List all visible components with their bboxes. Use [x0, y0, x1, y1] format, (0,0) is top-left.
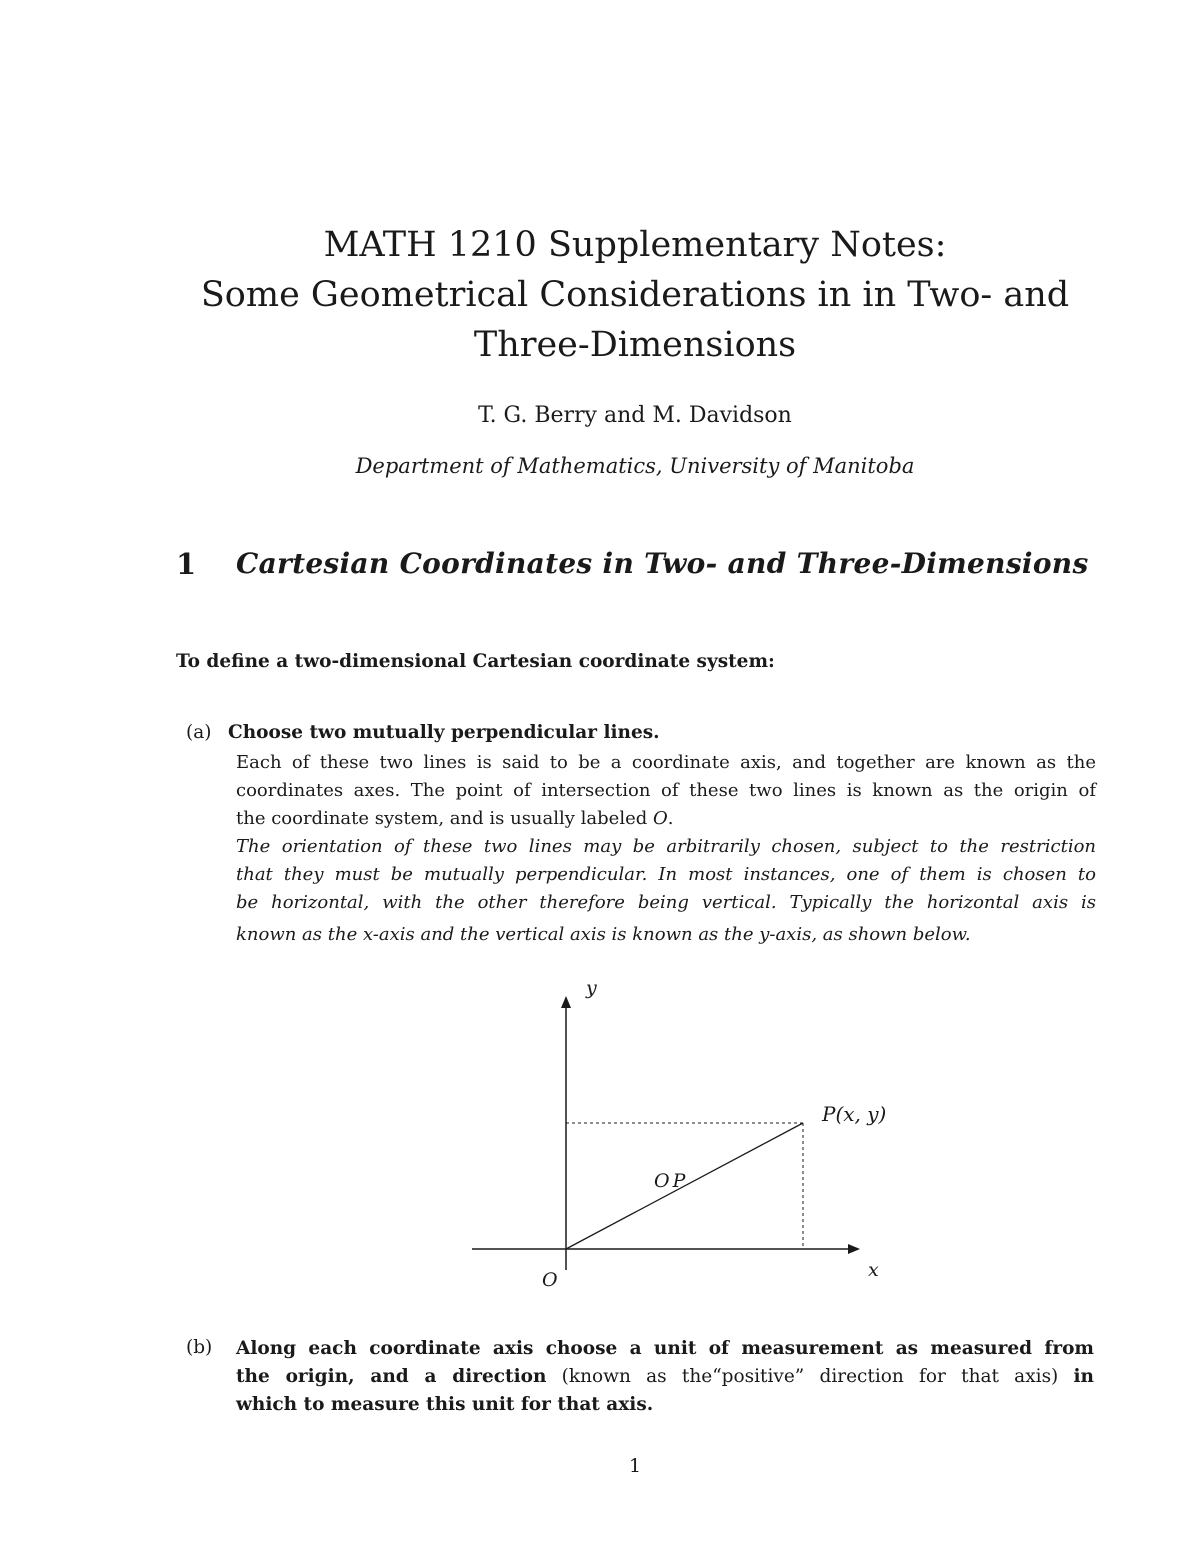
item-a-italic-line-1: The orientation of these two lines may be arbitrarily chosen, subject to the restriction	[236, 836, 1096, 857]
origin-variable: O	[652, 808, 668, 829]
item-a-italic-line-2: that they must be mutually perpendicular. In most instances, one of them is chosen to	[236, 864, 1096, 885]
title-line-1: MATH 1210 Supplementary Notes:	[323, 225, 947, 265]
item-a-line-1: Each of these two lines is said to be a coordinate axis, and together are known as the	[236, 752, 1096, 773]
item-b-line-2-bold-end: in	[1073, 1366, 1095, 1387]
item-b-line-2	[236, 1363, 1094, 1392]
point-label: P(x, y)	[822, 1102, 887, 1126]
item-b-line-3: which to measure this unit for that axis.	[236, 1394, 654, 1415]
title-line-2: Some Geometrical Considerations in in Two- and	[200, 275, 1070, 315]
item-a-label: (a)	[186, 722, 212, 743]
item-b-label: (b)	[186, 1337, 213, 1358]
section-number: 1	[176, 547, 197, 581]
item-a-line-2: coordinates axes. The point of intersection of these two lines is known as the origin of	[236, 780, 1096, 801]
item-b-line-2-normal: (known as the“positive” direction for that axis)	[546, 1366, 1074, 1387]
x-axis-label: x	[868, 1259, 879, 1281]
y-axis-label: y	[586, 977, 597, 999]
lead-sentence: To define a two-dimensional Cartesian coordinate system:	[176, 651, 775, 672]
segment-label: OP	[654, 1170, 689, 1192]
item-a-line-3-text: the coordinate system, and is usually labeled	[236, 808, 653, 829]
item-a-italic-line-4: known as the x-axis and the vertical axis is known as the y-axis, as shown below.	[236, 924, 971, 945]
item-a-line-3-end: .	[667, 808, 674, 829]
page-number: 1	[628, 1455, 642, 1477]
title-line-3: Three-Dimensions	[473, 325, 797, 365]
item-a-italic-line-3: be horizontal, with the other therefore being vertical. Typically the horizontal axis is	[236, 892, 1096, 913]
affiliation: Department of Mathematics, University of Manitoba	[355, 454, 915, 478]
item-a-heading: Choose two mutually perpendicular lines.	[228, 722, 660, 743]
origin-label: O	[542, 1269, 558, 1291]
item-b-line-2-bold-start: the origin, and a direction	[236, 1366, 547, 1387]
authors: T. G. Berry and M. Davidson	[478, 403, 792, 428]
item-b-line-1: Along each coordinate axis choose a unit of measurement as measured from	[236, 1338, 1094, 1359]
section-title: Cartesian Coordinates in Two- and Three-Dimensions	[236, 547, 1089, 580]
